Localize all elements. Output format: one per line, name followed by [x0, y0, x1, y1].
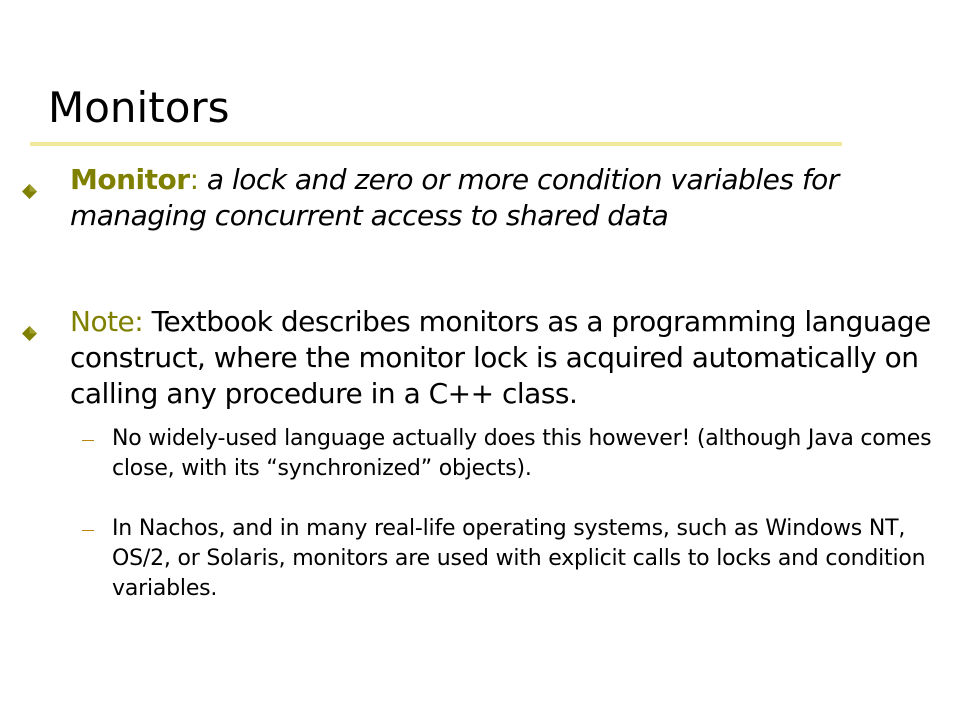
diamond-bullet-icon: [22, 172, 37, 187]
dash-bullet-icon: [82, 530, 94, 531]
bullet-text: a lock and zero or more condition variables for managing concurrent access to shared data: [70, 163, 839, 232]
dash-bullet-icon: [82, 440, 94, 441]
bullet-separator: :: [134, 305, 144, 338]
bullet-monitor-definition: [70, 162, 950, 234]
bullet-text: Textbook describes monitors as a programming language construct, where the monitor lock is acquired automatically on calling any procedure in a C++ class.: [70, 305, 931, 410]
bullet-separator: :: [189, 163, 199, 196]
title-underline: [30, 142, 842, 146]
sub-bullet-java: [112, 424, 952, 484]
diamond-bullet-icon: [22, 314, 37, 329]
sub-bullet-nachos: [112, 514, 952, 604]
sub-bullet-text: In Nachos, and in many real-life operating systems, such as Windows NT, OS/2, or Solaris, monitors are used with explicit calls to locks and condition variables.: [112, 516, 926, 601]
sub-bullet-text: No widely-used language actually does this however! (although Java comes close, with its “synchronized” objects).: [112, 426, 932, 481]
bullet-note: [70, 304, 950, 412]
bullet-term: Note: [70, 305, 135, 338]
slide-title: Monitors: [48, 83, 230, 132]
bullet-term: Monitor: [70, 163, 190, 196]
